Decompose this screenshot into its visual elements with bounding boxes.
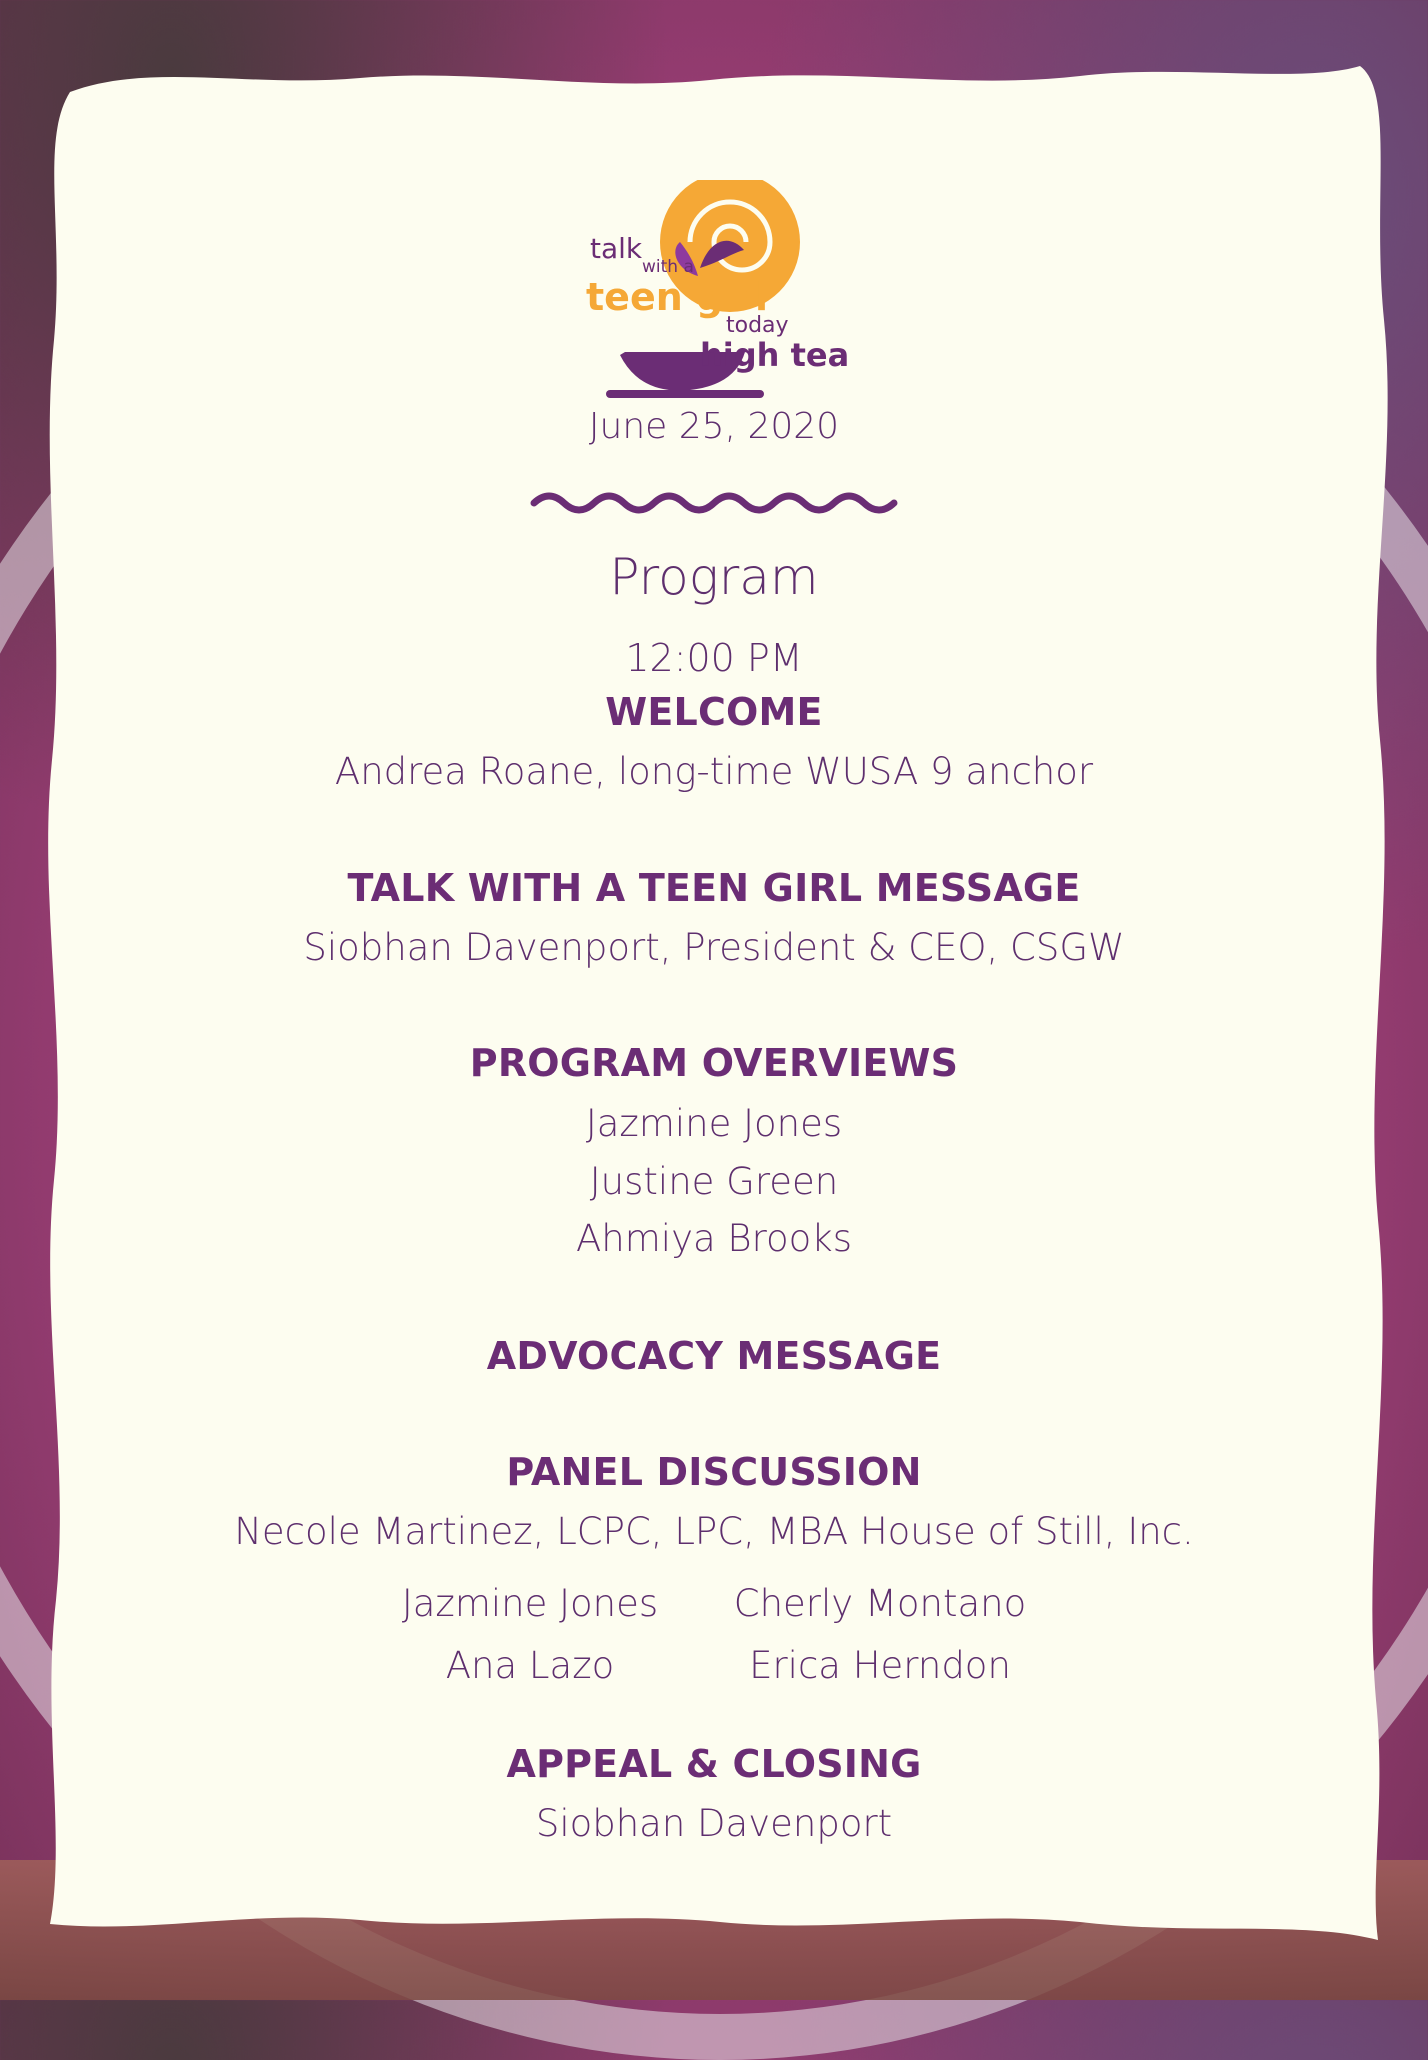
wavy-divider [528, 488, 900, 518]
panelist-grid [360, 1582, 1060, 1688]
overviews-heading: PROGRAM OVERVIEWS [469, 1041, 959, 1085]
panel-moderator: Necole Martinez, LCPC, LPC, MBA House of Still, Inc. [234, 1510, 1194, 1553]
panelist-2: Cherly Montano [733, 1582, 1027, 1625]
panelist-3: Ana Lazo [445, 1644, 615, 1687]
event-date: June 25, 2020 [588, 406, 840, 447]
message-speaker: Siobhan Davenport, President & CEO, CSGW [303, 926, 1125, 969]
panelist-4: Erica Herndon [749, 1644, 1011, 1687]
logo-today: today [726, 313, 789, 338]
overview-speaker-1: Jazmine Jones [585, 1102, 843, 1145]
message-heading: TALK WITH A TEEN GIRL MESSAGE [347, 866, 1081, 910]
overview-speaker-3: Ahmiya Brooks [575, 1217, 853, 1260]
closing-heading: APPEAL & CLOSING [506, 1742, 922, 1786]
logo-teen-girl: teen girl [586, 275, 768, 319]
program-title: Program [609, 548, 819, 606]
logo-talk: talk [590, 232, 643, 265]
closing-speaker: Siobhan Davenport [535, 1802, 893, 1845]
logo-with-a: with a [642, 257, 694, 277]
panelist-1: Jazmine Jones [401, 1582, 659, 1625]
advocacy-heading: ADVOCACY MESSAGE [486, 1334, 942, 1378]
overview-speaker-2: Justine Green [589, 1160, 839, 1203]
teen-girl-high-tea-logo [580, 180, 850, 400]
panel-heading: PANEL DISCUSSION [506, 1450, 922, 1494]
logo-high-tea: high tea [700, 336, 850, 374]
program-start-time: 12:00 PM [625, 636, 803, 680]
welcome-speaker: Andrea Roane, long-time WUSA 9 anchor [334, 750, 1094, 793]
welcome-heading: WELCOME [605, 690, 823, 734]
